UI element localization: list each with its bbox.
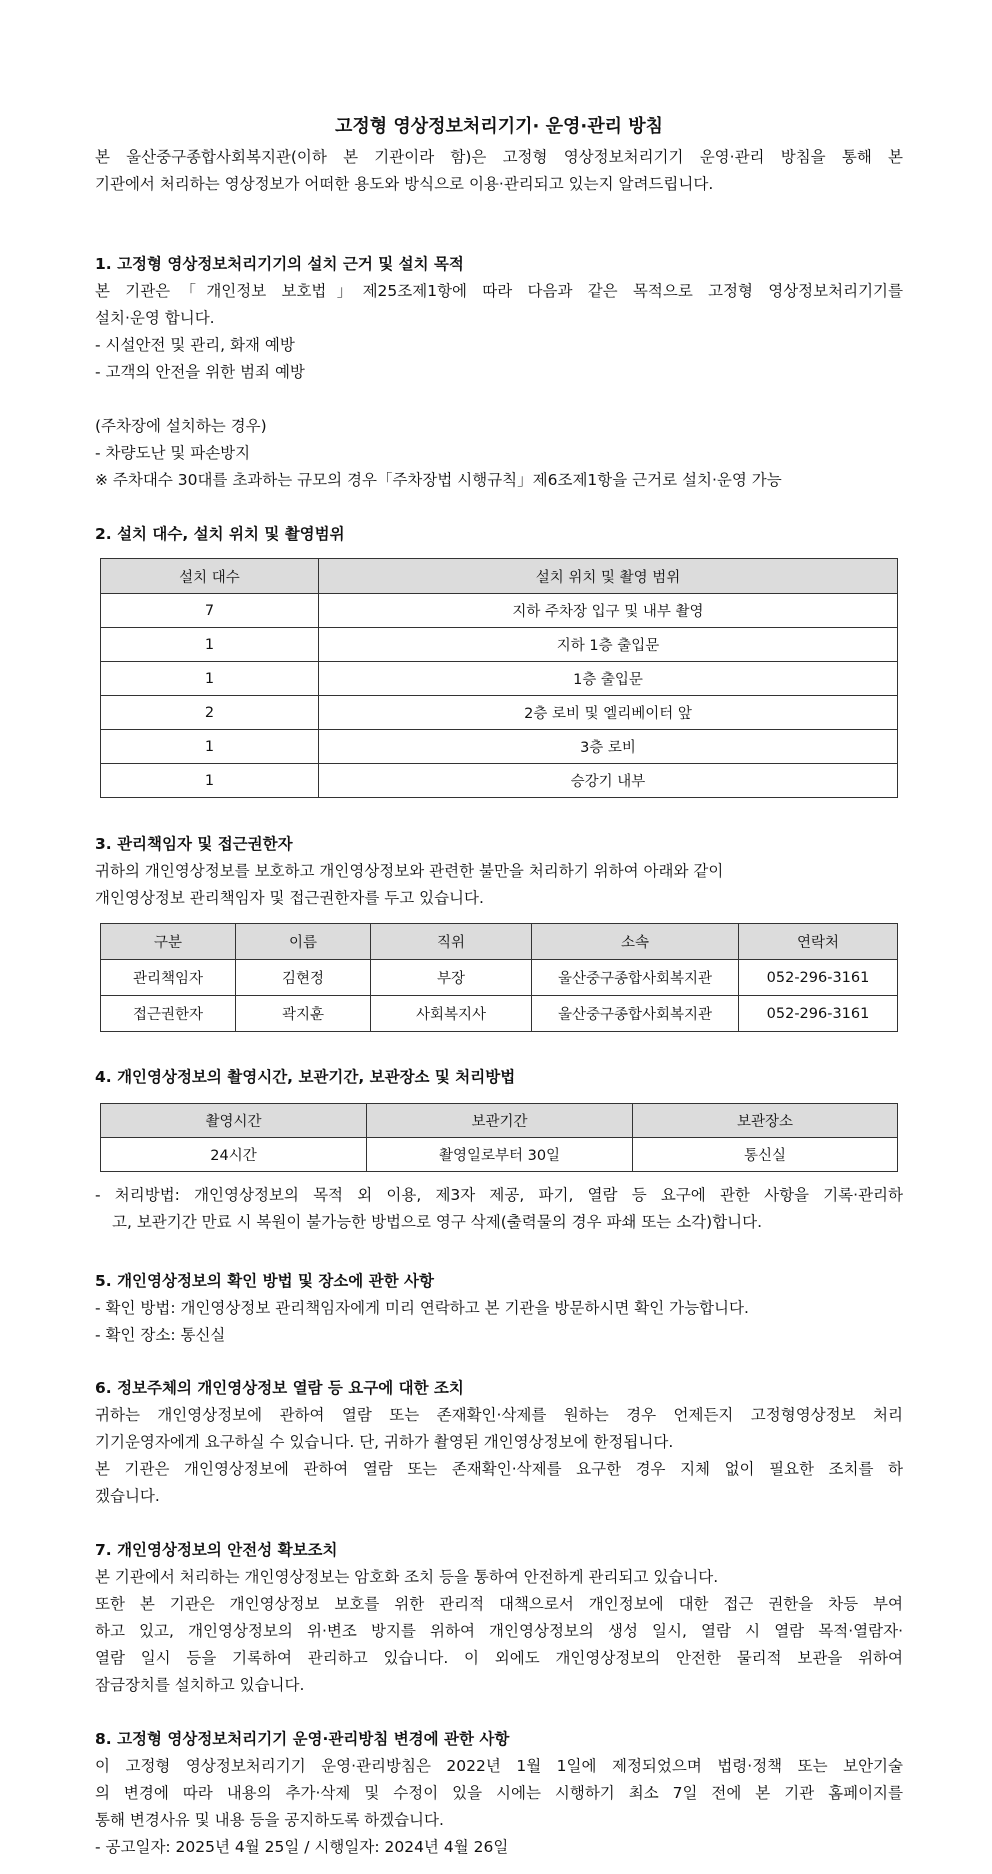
section-7 (95, 1537, 903, 1699)
table-cell: 1 (101, 764, 319, 798)
intro-line: 본 울산중구종합사회복지관(이하 본 기관이라 함)은 고정형 영상정보처리기기 운영·관리 방침을 통해 본 (95, 148, 903, 166)
table-header: 보관기간 (367, 1104, 633, 1138)
table-cell: 7 (101, 594, 319, 628)
table-cell: 1층 출입문 (319, 662, 898, 696)
table-cell: 통신실 (633, 1138, 898, 1172)
table-cell: 김현정 (236, 960, 371, 996)
table-header: 직위 (371, 924, 532, 960)
retention-table (100, 1103, 898, 1172)
table-row (101, 1138, 898, 1172)
table-row (101, 696, 898, 730)
table-row (101, 594, 898, 628)
section-line: ※ 주차대수 30대를 초과하는 규모의 경우「주차장법 시행규칙」제6조제1항을 근거로 설치·운영 가능 (95, 471, 782, 489)
section-line: - 확인 방법: 개인영상정보 관리책임자에게 미리 연락하고 본 기관을 방문하시면 확인 가능합니다. (95, 1299, 749, 1317)
section-2 (95, 521, 903, 548)
section-3 (95, 831, 903, 912)
section-line: - 공고일자: 2025년 4월 25일 / 시행일자: 2024년 4월 26일 (95, 1838, 509, 1856)
table-cell: 승강기 내부 (319, 764, 898, 798)
section-6 (95, 1375, 903, 1510)
table-row (101, 996, 898, 1032)
parking-notes (95, 413, 903, 494)
table-cell: 사회복지사 (371, 996, 532, 1032)
table-row (101, 628, 898, 662)
manager-table (100, 923, 898, 1032)
document-title: 고정형 영상정보처리기기· 운영·관리 방침 (334, 116, 664, 137)
table-cell: 관리책임자 (101, 960, 236, 996)
section-4 (95, 1064, 903, 1091)
intro-paragraph (95, 144, 903, 198)
table-cell: 울산중구종합사회복지관 (532, 996, 739, 1032)
section-line: - 처리방법: 개인영상정보의 목적 외 이용, 제3자 제공, 파기, 열람 등 요구에 관한 사항을 기록·관리하 (95, 1186, 903, 1204)
table-header: 설치 위치 및 촬영 범위 (319, 559, 898, 594)
section-heading: 7. 개인영상정보의 안전성 확보조치 (95, 1541, 338, 1559)
section-heading: 3. 관리책임자 및 접근권한자 (95, 835, 293, 853)
section-line: 의 변경에 따라 내용의 추가·삭제 및 수정이 있을 시에는 시행하기 최소 7일 전에 본 기관 홈페이지를 (95, 1784, 903, 1802)
section-line: 이 고정형 영상정보처리기기 운영·관리방침은 2022년 1월 1일에 제정되었으며 법령·정책 또는 보안기술 (95, 1757, 903, 1775)
table-header: 연락처 (739, 924, 898, 960)
section-line: 본 기관에서 처리하는 개인영상정보는 암호화 조치 등을 통하여 안전하게 관리되고 있습니다. (95, 1568, 719, 1586)
section-line: 귀하는 개인영상정보에 관하여 열람 또는 존재확인·삭제를 원하는 경우 언제든지 고정형영상정보 처리 (95, 1406, 903, 1424)
table-cell: 2층 로비 및 엘리베이터 앞 (319, 696, 898, 730)
section-line: 개인영상정보 관리책임자 및 접근권한자를 두고 있습니다. (95, 889, 484, 907)
table-header: 보관장소 (633, 1104, 898, 1138)
section-line: - 차량도난 및 파손방지 (95, 444, 251, 462)
table-cell: 촬영일로부터 30일 (367, 1138, 633, 1172)
section-line: 열람 일시 등을 기록하여 관리하고 있습니다. 이 외에도 개인영상정보의 안전한 물리적 보관을 위하여 (95, 1649, 903, 1667)
table-cell: 지하 주차장 입구 및 내부 촬영 (319, 594, 898, 628)
table-cell: 2 (101, 696, 319, 730)
section-5 (95, 1268, 903, 1349)
section-line: 설치·운영 합니다. (95, 309, 215, 327)
section-heading: 5. 개인영상정보의 확인 방법 및 장소에 관한 사항 (95, 1272, 434, 1290)
section-line: 고, 보관기간 만료 시 복원이 불가능한 방법으로 영구 삭제(출력물의 경우 파쇄 또는 소각)합니다. (112, 1213, 763, 1231)
table-header: 소속 (532, 924, 739, 960)
section-line: 본 기관은 개인영상정보에 관하여 열람 또는 존재확인·삭제를 요구한 경우 지체 없이 필요한 조치를 하 (95, 1460, 903, 1478)
table-header: 구분 (101, 924, 236, 960)
table-cell: 052-296-3161 (739, 960, 898, 996)
section-line: 통해 변경사유 및 내용 등을 공지하도록 하겠습니다. (95, 1811, 444, 1829)
table-cell: 3층 로비 (319, 730, 898, 764)
section-line: 또한 본 기관은 개인영상정보 보호를 위한 관리적 대책으로서 개인정보에 대한 접근 권한을 차등 부여 (95, 1595, 903, 1613)
section-line: (주차장에 설치하는 경우) (95, 417, 267, 435)
table-cell: 1 (101, 662, 319, 696)
intro-line: 기관에서 처리하는 영상정보가 어떠한 용도와 방식으로 이용·관리되고 있는지 알려드립니다. (95, 175, 714, 193)
installation-table (100, 558, 898, 798)
table-cell: 부장 (371, 960, 532, 996)
table-row (101, 662, 898, 696)
table-header: 이름 (236, 924, 371, 960)
table-row (101, 764, 898, 798)
section-line: 잠금장치를 설치하고 있습니다. (95, 1676, 305, 1694)
section-heading: 6. 정보주체의 개인영상정보 열람 등 요구에 대한 조치 (95, 1379, 464, 1397)
table-cell: 곽지훈 (236, 996, 371, 1032)
table-cell: 052-296-3161 (739, 996, 898, 1032)
section-1 (95, 251, 903, 386)
section-heading: 1. 고정형 영상정보처리기기의 설치 근거 및 설치 목적 (95, 255, 464, 273)
table-cell: 24시간 (101, 1138, 367, 1172)
section-line: 하고 있고, 개인영상정보의 위·변조 방지를 위하여 개인영상정보의 생성 일시, 열람 시 열람 목적·열람자· (95, 1622, 903, 1640)
section-line: - 시설안전 및 관리, 화재 예방 (95, 336, 295, 354)
section-line: 기기운영자에게 요구하실 수 있습니다. 단, 귀하가 촬영된 개인영상정보에 한정됩니다. (95, 1433, 674, 1451)
section-line: 귀하의 개인영상정보를 보호하고 개인영상정보와 관련한 불만을 처리하기 위하여 아래와 같이 (95, 862, 724, 880)
section-heading: 2. 설치 대수, 설치 위치 및 촬영범위 (95, 525, 345, 543)
table-cell: 1 (101, 730, 319, 764)
processing-note (95, 1182, 903, 1236)
section-line: 본 기관은「개인정보 보호법」제25조제1항에 따라 다음과 같은 목적으로 고정형 영상정보처리기기를 (95, 282, 903, 300)
section-line: 겠습니다. (95, 1487, 160, 1505)
table-row (101, 960, 898, 996)
table-header: 설치 대수 (101, 559, 319, 594)
table-cell: 1 (101, 628, 319, 662)
section-line: - 고객의 안전을 위한 범죄 예방 (95, 363, 305, 381)
table-cell: 지하 1층 출입문 (319, 628, 898, 662)
section-line: - 확인 장소: 통신실 (95, 1326, 226, 1344)
table-header: 촬영시간 (101, 1104, 367, 1138)
section-8 (95, 1726, 903, 1861)
section-heading: 8. 고정형 영상정보처리기기 운영·관리방침 변경에 관한 사항 (95, 1730, 510, 1748)
table-cell: 접근권한자 (101, 996, 236, 1032)
section-heading: 4. 개인영상정보의 촬영시간, 보관기간, 보관장소 및 처리방법 (95, 1068, 516, 1086)
table-row (101, 730, 898, 764)
table-cell: 울산중구종합사회복지관 (532, 960, 739, 996)
